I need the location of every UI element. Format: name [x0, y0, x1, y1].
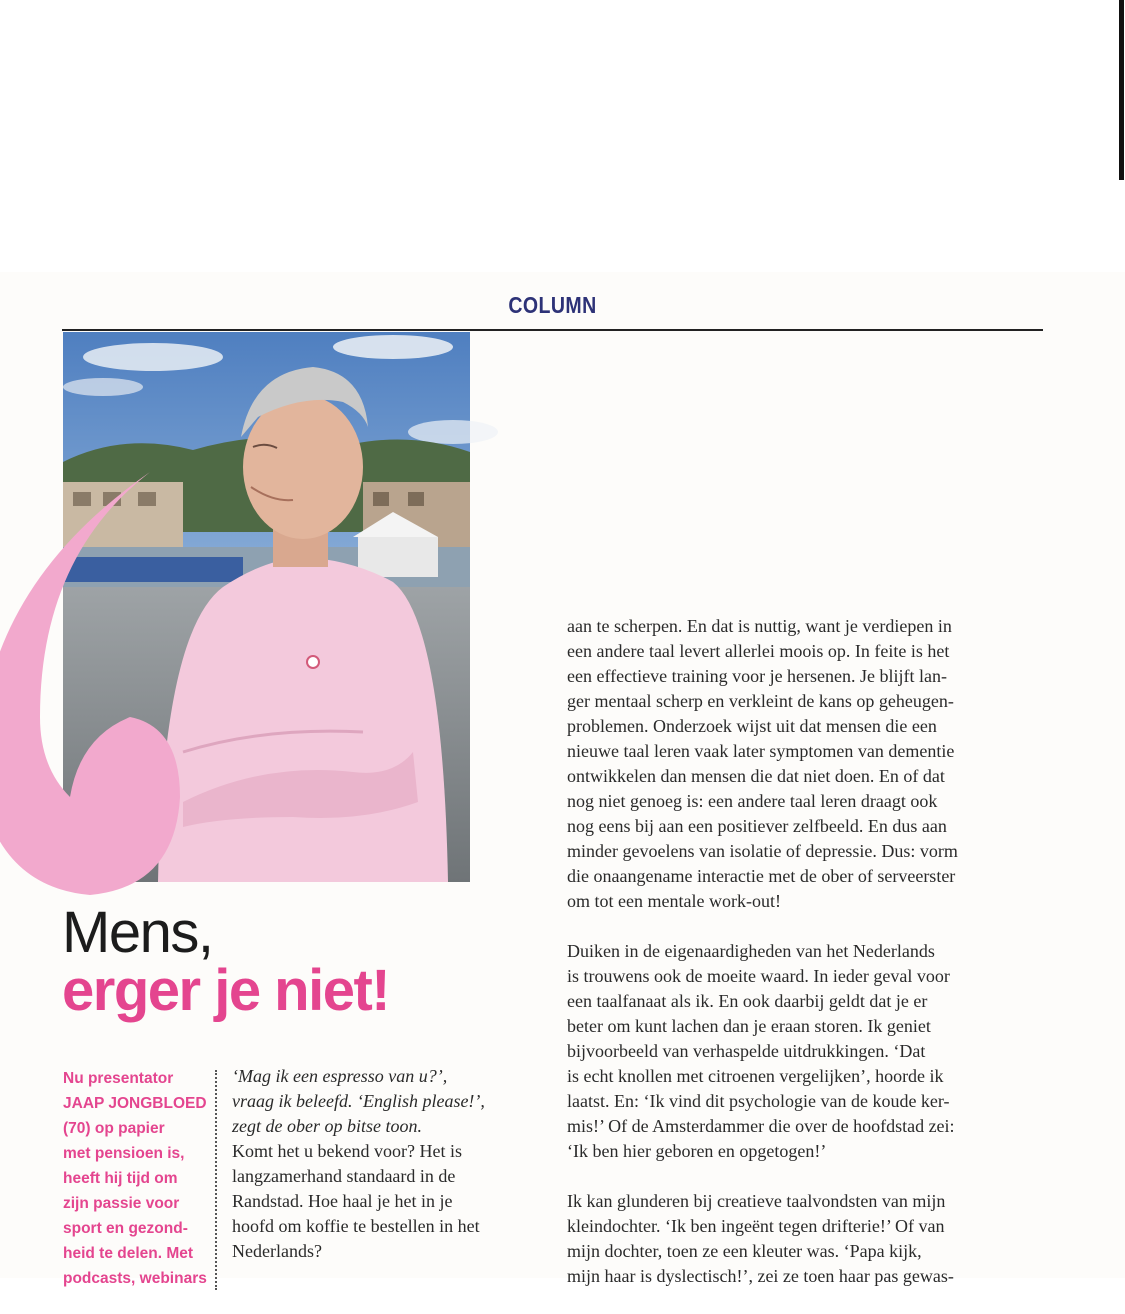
quote-mark-icon [0, 467, 180, 897]
body-line: een effectieve training voor je hersenen. Je blijft lan- [567, 666, 948, 686]
paragraph [567, 939, 1027, 1164]
body-line: die onaangename interactie met de ober of serveerster [567, 866, 956, 886]
intro-text [63, 1066, 208, 1291]
body-line: nog eens bij aan een positiever zelfbeeld. En dus aan [567, 816, 947, 836]
body-line: om tot een mentale work-out! [567, 891, 781, 911]
headline-line-1: Mens, [62, 900, 213, 965]
body-line: problemen. Onderzoek wijst uit dat mensen die een [567, 716, 937, 736]
body-line: zegt de ober op bitse toon. [232, 1116, 422, 1136]
body-line: ontwikkelen dan mensen die dat niet doen. En of dat [567, 766, 945, 786]
body-line: beter om kunt lachen dan je eraan storen. Ik geniet [567, 1016, 931, 1036]
body-line: nieuwe taal leren vaak later symptomen van dementie [567, 741, 955, 761]
intro-line: (70) op papier [63, 1120, 165, 1137]
body-line: langzamerhand standaard in de [232, 1166, 456, 1186]
body-line: Duiken in de eigenaardigheden van het Nederlands [567, 941, 935, 961]
body-line: kleindochter. ‘Ik ben ingeënt tegen drifterie!’ Of van [567, 1216, 945, 1236]
body-line: vraag ik beleefd. ‘English please!’, [232, 1091, 485, 1111]
intro-line: podcasts, webinars [63, 1270, 207, 1287]
body-line: een andere taal levert allerlei moois op. In feite is het [567, 641, 950, 661]
body-line: mijn haar is dyslectisch!’, zei ze toen haar pas gewas- [567, 1266, 954, 1286]
magazine-page [0, 272, 1125, 1287]
paragraph [567, 614, 1027, 914]
body-line: Komt het u bekend voor? Het is [232, 1141, 462, 1161]
intro-line: zijn passie voor [63, 1195, 180, 1212]
body-column-2 [567, 614, 1027, 1314]
column-divider [215, 1070, 217, 1290]
headline-line-2: erger je niet! [62, 958, 390, 1023]
body-line: mijn dochter, toen ze een kleuter was. ‘Papa kijk, [567, 1241, 922, 1261]
body-line: aan te scherpen. En dat is nuttig, want je verdiepen in [567, 616, 952, 636]
body-line: is trouwens ook de moeite waard. In ieder geval voor [567, 966, 950, 986]
intro-line: Nu presentator [63, 1070, 174, 1087]
body-line: ‘Ik ben hier geboren en opgetogen!’ [567, 1141, 827, 1161]
body-line: Randstad. Hoe haal je het in je [232, 1191, 453, 1211]
body-line: ‘Mag ik een espresso van u?’, [232, 1066, 448, 1086]
body-line: nog niet genoeg is: een andere taal leren draagt ook [567, 791, 938, 811]
body-line: laatst. En: ‘Ik vind dit psychologie van de koude ker- [567, 1091, 950, 1111]
body-column-1 [232, 1064, 562, 1264]
body-line: mis!’ Of de Amsterdammer die over de hoofdstad zei: [567, 1116, 955, 1136]
header-rule [62, 329, 1043, 331]
body-line: ger mentaal scherp en verkleint de kans op geheugen- [567, 691, 954, 711]
body-line: Ik kan glunderen bij creatieve taalvondsten van mijn [567, 1191, 946, 1211]
section-label: COLUMN [508, 292, 597, 318]
paragraph [567, 1189, 1027, 1289]
intro-line: met pensioen is, [63, 1145, 185, 1162]
body-line: bijvoorbeeld van verhaspelde uitdrukkingen. ‘Dat [567, 1041, 926, 1061]
headline [62, 900, 390, 1023]
body-line: is echt knollen met citroenen vergelijken’, hoorde ik [567, 1066, 944, 1086]
edge-bar [1119, 0, 1124, 180]
intro-line: heeft hij tijd om [63, 1170, 178, 1187]
body-line: hoofd om koffie te bestellen in het [232, 1216, 480, 1236]
intro-line: JAAP JONGBLOED [63, 1095, 207, 1112]
body-line: minder gevoelens van isolatie of depressie. Dus: vorm [567, 841, 958, 861]
body-line: Nederlands? [232, 1241, 322, 1261]
intro-line: sport en gezond- [63, 1220, 188, 1237]
body-line: een taalfanaat als ik. En ook daarbij geldt dat je er [567, 991, 928, 1011]
intro-line: heid te delen. Met [63, 1245, 194, 1262]
